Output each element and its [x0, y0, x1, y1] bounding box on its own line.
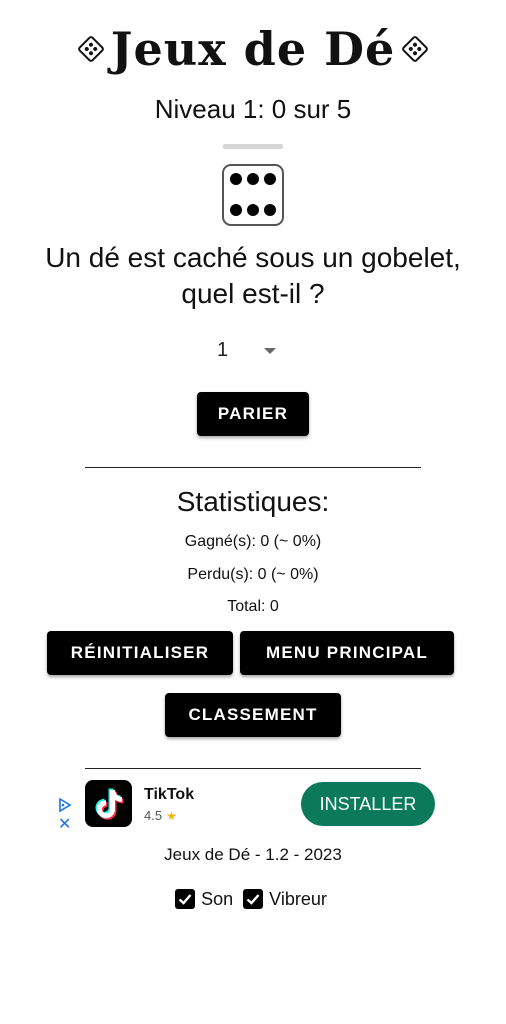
question-line-1: Un dé est caché sous un gobelet,	[45, 242, 461, 273]
version-text: Jeux de Dé - 1.2 - 2023	[164, 845, 342, 864]
dice-icon	[401, 35, 429, 63]
dice-value-select[interactable]	[210, 336, 286, 366]
question-text	[0, 240, 506, 312]
vibrate-checkbox[interactable]	[243, 889, 263, 909]
question-line-2: quel est-il ?	[181, 278, 325, 309]
dice-icon	[77, 35, 105, 63]
level-progress-bar	[223, 144, 283, 149]
main-menu-button[interactable]: MENU PRINCIPAL	[240, 631, 454, 675]
ranking-button[interactable]: CLASSEMENT	[165, 693, 341, 737]
ad-install-button[interactable]: INSTALLER	[301, 782, 435, 826]
stats-title: Statistiques:	[176, 486, 330, 517]
app-title: Jeux de Dé	[110, 22, 396, 76]
ad-rating-value: 4.5	[144, 808, 163, 823]
level-text: Niveau 1: 0 sur 5	[154, 94, 352, 124]
stat-total: Total: 0	[227, 598, 279, 615]
options-row	[0, 886, 506, 912]
vibrate-label: Vibreur	[269, 888, 327, 909]
sound-checkbox[interactable]	[175, 889, 195, 909]
ad-close-icon[interactable]: ✕	[58, 816, 72, 833]
divider	[85, 467, 421, 468]
divider	[85, 768, 421, 769]
stat-lost: Perdu(s): 0 (~ 0%)	[187, 566, 319, 583]
ad-rating	[144, 808, 177, 823]
dice-face-image	[222, 164, 284, 226]
title-row	[0, 14, 506, 84]
bet-button[interactable]: PARIER	[197, 392, 309, 436]
sound-label: Son	[201, 888, 234, 909]
select-value: 1	[217, 339, 229, 361]
reset-button[interactable]: RÉINITIALISER	[47, 631, 233, 675]
ad-choices-icon[interactable]	[58, 798, 72, 812]
check-icon	[176, 890, 194, 908]
ad-app-name[interactable]: TikTok	[144, 786, 195, 803]
stat-won: Gagné(s): 0 (~ 0%)	[184, 533, 322, 550]
star-icon: ★	[166, 808, 177, 823]
check-icon	[244, 890, 262, 908]
tiktok-logo-icon[interactable]	[85, 780, 132, 827]
dropdown-arrow-icon	[264, 348, 276, 354]
